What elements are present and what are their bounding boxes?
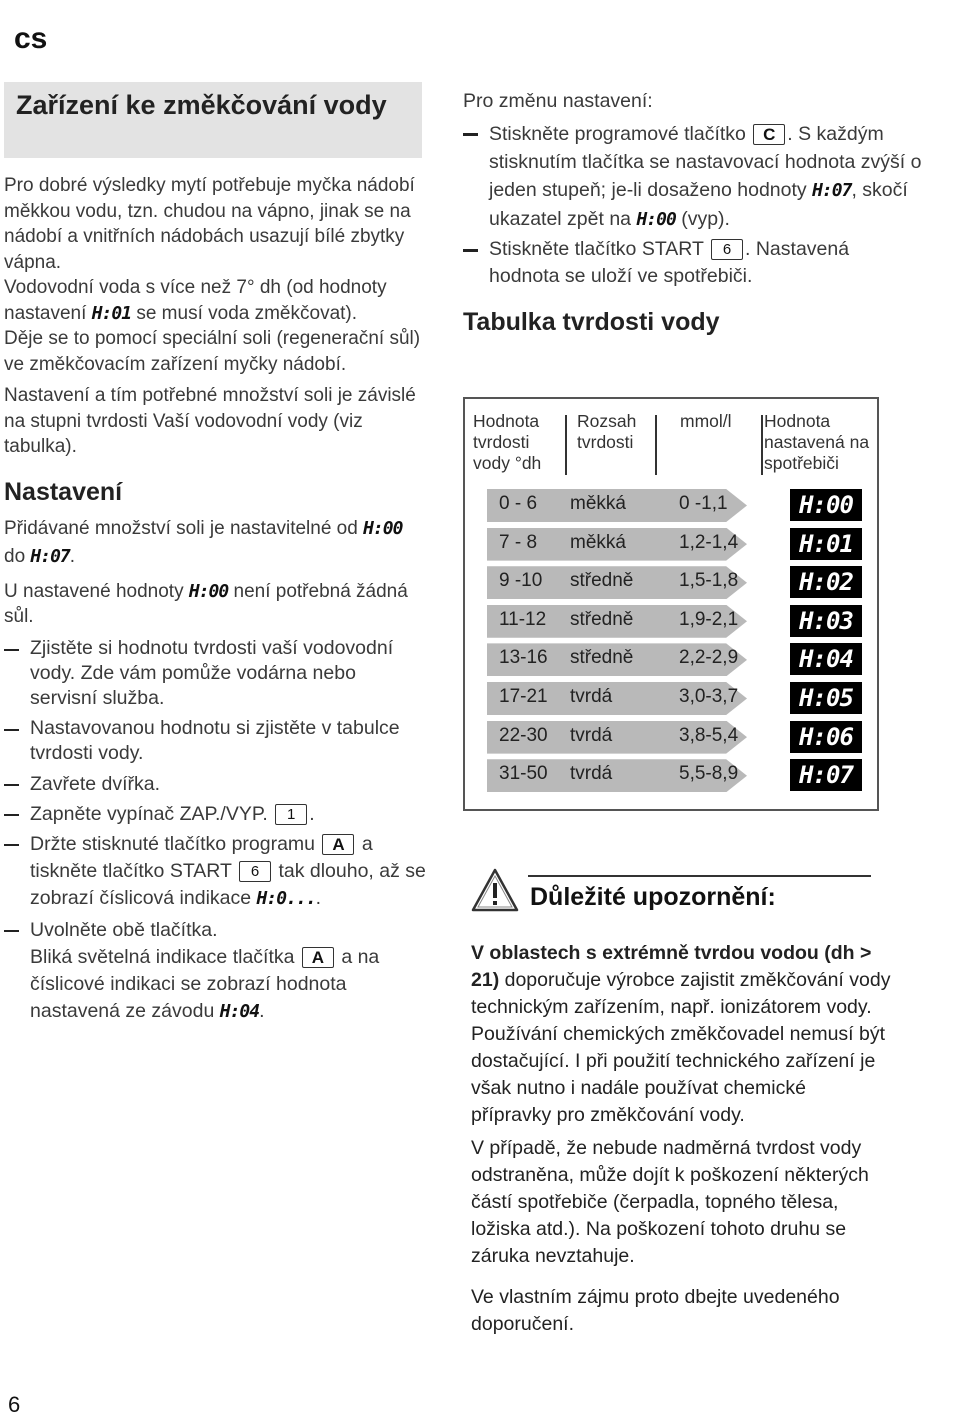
step-5: Držte stisknuté tlačítko programu A a tiskněte tlačítko START 6 tak dlouho, až se zobrazí číslicová indikace H:0.... (4, 831, 426, 912)
cell-mmol: 1,5-1,8 (679, 570, 739, 592)
header-hardness-range: Rozsah tvrdosti (577, 411, 637, 452)
change-step-2: Stiskněte tlačítko START 6 . Nastavená hodnota se uloží ve spotřebiči. (463, 236, 923, 290)
program-a-key-icon: A (302, 947, 334, 968)
water-hardness-table (463, 397, 879, 811)
display-code: H:07 (30, 545, 70, 567)
cell-mmol: 3,8-5,4 (679, 724, 739, 746)
cell-dh: 7 - 8 (499, 531, 538, 553)
warning-paragraph-3: Ve vlastním zájmu proto dbejte uvedeného doporučení. (471, 1286, 840, 1335)
display-code: H:0... (256, 887, 316, 909)
column-divider (565, 415, 567, 475)
step-4: Zapněte vypínač ZAP./VYP. 1 . (4, 801, 426, 828)
cell-dh: 9 -10 (499, 570, 543, 592)
cell-setting-display: H:07 (790, 759, 862, 791)
intro-paragraph-2: Vodovodní voda s více než 7° dh (od hodnoty nastavení H:01 se musí voda změkčovat). (4, 277, 387, 324)
cell-range: měkká (570, 531, 626, 553)
display-code: H:00 (363, 517, 403, 539)
cell-range: středně (570, 647, 634, 669)
settings-heading: Nastavení (4, 477, 123, 506)
program-a-key-icon: A (322, 834, 354, 855)
column-divider (655, 415, 657, 475)
start-key-icon: 6 (711, 239, 743, 260)
warning-title: Důležité upozornění: (530, 883, 776, 911)
warning-rule (528, 875, 871, 877)
cell-range: tvrdá (570, 724, 613, 746)
cell-setting-display: H:04 (790, 643, 862, 675)
onoff-key-icon: 1 (275, 804, 307, 825)
cell-dh: 17-21 (499, 686, 548, 707)
warning-triangle-icon (470, 867, 520, 913)
right-column (463, 88, 923, 337)
section-title: Zařízení ke změkčování vody (16, 90, 387, 120)
cell-range: měkká (570, 493, 626, 514)
display-code: H:00 (188, 580, 229, 602)
intro-paragraph-1: Pro dobré výsledky mytí potřebuje myčka nádobí měkkou vodu, tzn. chudou na vápno, jinak se na nádobí a vnitřních nádobách usazují bílé zbytky vápna. (4, 175, 415, 273)
cell-setting-display: H:01 (790, 528, 862, 560)
warning-paragraph-2: V případě, že nebude nadměrná tvrdost vody odstraněna, může dojít k poškození některých částí spotřebiče (čerpadla, topného tělesa, ložiska atd.). Na poškození tohoto druhu se záruka nevztahuje. (471, 1137, 869, 1267)
cell-setting-display: H:02 (790, 566, 862, 598)
cell-range: tvrdá (570, 763, 613, 785)
warning-paragraph-1: V oblastech s extrémně tvrdou vodou (dh > 21) doporučuje výrobce zajistit změkčování vody technickým zařízením, např. ionizátorem vody. Používání chemických změkčovadel nemusí být dostačující. I při použití technického zařízení je však nutno i nadále používat chemické přípravky pro změkčování vody. (471, 942, 891, 1126)
cell-mmol: 2,2-2,9 (679, 647, 739, 669)
cell-mmol: 0 -1,1 (679, 493, 728, 514)
header-mmol: mmol/l (680, 411, 732, 431)
change-step-1: Stiskněte programové tlačítko C . S každým stisknutím tlačítka se nastavovací hodnota zvýší o jeden stupeň; je-li dosaženo hodnoty H:07, skočí ukazatel zpět na H:00 (vyp). (463, 120, 923, 234)
step-2: Nastavovanou hodnotu si zjistěte v tabulce tvrdosti vody. (4, 716, 426, 766)
program-c-key-icon: C (753, 124, 785, 145)
cell-dh: 0 - 6 (499, 493, 538, 514)
start-key-icon: 6 (239, 861, 271, 882)
header-setting: Hodnota nastavená na spotřebiči (764, 411, 870, 473)
step-6: Uvolněte obě tlačítka. Bliká světelná indikace tlačítka A a na číslicové indikaci se zobrazí hodnota nastavená ze závodu H:04. (4, 917, 426, 1025)
cell-dh: 13-16 (499, 647, 548, 669)
cell-mmol: 1,9-2,1 (679, 608, 739, 630)
change-intro: Pro změnu nastavení: (463, 90, 653, 112)
cell-mmol: 3,0-3,7 (679, 686, 739, 707)
display-code: H:04 (219, 1000, 260, 1022)
section-title-box (4, 82, 422, 158)
cell-mmol: 5,5-8,9 (679, 763, 739, 785)
settings-paragraph-2: U nastavené hodnoty H:00 není potřebná žádná sůl. (4, 580, 408, 627)
cell-setting-display: H:00 (790, 489, 862, 521)
page-number: 6 (8, 1392, 21, 1417)
cell-range: středně (570, 570, 634, 592)
header-hardness-value: Hodnota tvrdosti vody °dh (473, 411, 542, 473)
cell-setting-display: H:03 (790, 605, 862, 637)
cell-dh: 22-30 (499, 724, 548, 746)
intro-paragraph-4: Nastavení a tím potřebné množství soli je závislé na stupni tvrdosti Vaší vodovodní vody (viz tabulka). (4, 385, 416, 457)
step-3: Zavřete dvířka. (4, 771, 426, 798)
cell-range: tvrdá (570, 686, 613, 707)
table-title: Tabulka tvrdosti vody (463, 308, 720, 336)
display-code: H:01 (91, 302, 132, 324)
language-code: cs (14, 22, 48, 55)
cell-dh: 31-50 (499, 763, 548, 785)
step-1: Zjistěte si hodnotu tvrdosti vaší vodovodní vody. Zde vám pomůže vodárna nebo servisní služba. (4, 636, 426, 711)
cell-setting-display: H:05 (790, 682, 862, 714)
column-divider (761, 415, 763, 475)
display-code: H:00 (636, 209, 676, 230)
cell-dh: 11-12 (499, 608, 547, 630)
display-code: H:07 (812, 180, 852, 201)
cell-setting-display: H:06 (790, 721, 862, 753)
left-column (0, 82, 430, 1025)
warning-body (471, 940, 891, 1338)
intro-paragraph-3: Děje se to pomocí speciální soli (regenerační sůl) ve změkčovacím zařízení myčky nádobí. (4, 328, 421, 375)
settings-paragraph-1: Přidávané množství soli je nastavitelné od H:00 do H:07. (4, 517, 403, 567)
cell-range: středně (570, 608, 634, 630)
cell-mmol: 1,2-1,4 (679, 531, 739, 553)
